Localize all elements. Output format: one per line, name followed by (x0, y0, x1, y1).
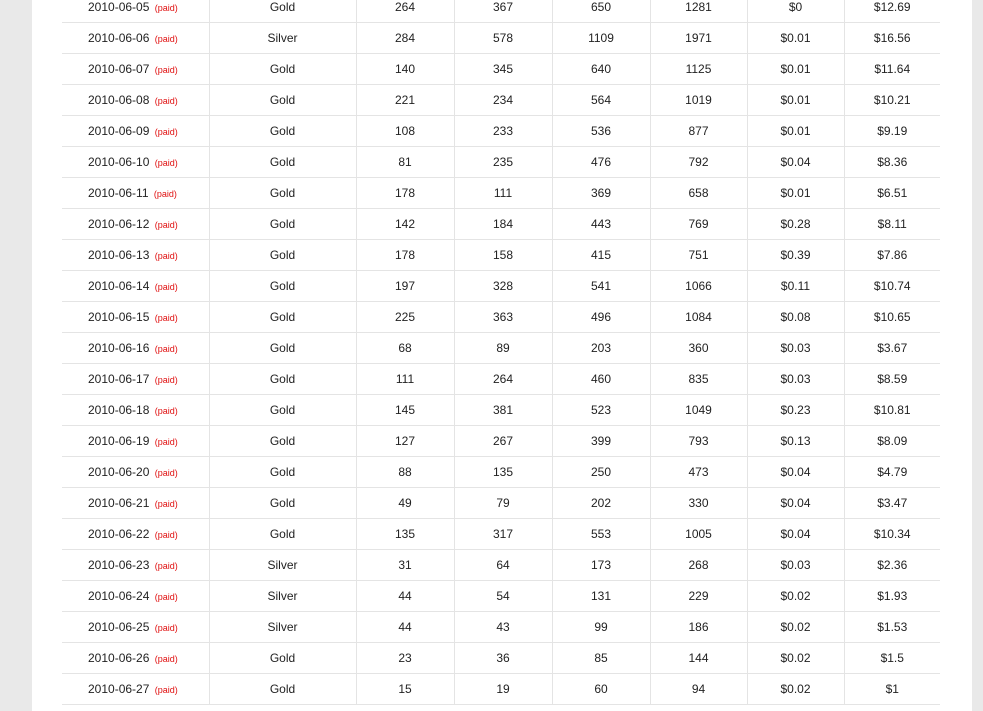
table-row (62, 240, 940, 271)
table-row (62, 643, 940, 674)
count-2-cell: 363 (454, 302, 552, 333)
table-body (62, 0, 940, 705)
date-cell (62, 116, 209, 147)
count-3-cell: 203 (552, 333, 650, 364)
earnings-cell: $1 (844, 674, 940, 705)
count-4-cell: 658 (650, 178, 747, 209)
cost-cell: $0.11 (747, 271, 844, 302)
cost-cell: $0.01 (747, 116, 844, 147)
count-4-cell: 1971 (650, 23, 747, 54)
date-cell (62, 302, 209, 333)
cost-cell: $0.04 (747, 457, 844, 488)
level-cell: Gold (209, 116, 356, 147)
level-cell: Gold (209, 147, 356, 178)
paid-status-label: (paid) (154, 344, 178, 354)
level-cell: Gold (209, 364, 356, 395)
table-row (62, 116, 940, 147)
date-text: 2010-06-12 (88, 217, 150, 231)
paid-status-label: (paid) (154, 530, 178, 540)
count-2-cell: 158 (454, 240, 552, 271)
cost-cell: $0.13 (747, 426, 844, 457)
paid-status-label: (paid) (154, 34, 178, 44)
page-gutter (972, 0, 983, 711)
level-cell: Gold (209, 178, 356, 209)
count-2-cell: 234 (454, 85, 552, 116)
count-4-cell: 268 (650, 550, 747, 581)
date-text: 2010-06-24 (88, 589, 150, 603)
count-2-cell: 235 (454, 147, 552, 178)
count-1-cell: 197 (356, 271, 454, 302)
count-1-cell: 49 (356, 488, 454, 519)
earnings-cell: $3.47 (844, 488, 940, 519)
date-cell (62, 240, 209, 271)
count-3-cell: 60 (552, 674, 650, 705)
date-text: 2010-06-27 (88, 682, 150, 696)
level-cell: Silver (209, 550, 356, 581)
paid-status-label: (paid) (154, 65, 178, 75)
date-cell (62, 54, 209, 85)
cost-cell: $0.02 (747, 612, 844, 643)
earnings-cell: $16.56 (844, 23, 940, 54)
paid-status-label: (paid) (154, 96, 178, 106)
earnings-cell: $8.59 (844, 364, 940, 395)
count-3-cell: 173 (552, 550, 650, 581)
earnings-cell: $10.81 (844, 395, 940, 426)
cost-cell: $0.01 (747, 178, 844, 209)
earnings-cell: $2.36 (844, 550, 940, 581)
count-4-cell: 1066 (650, 271, 747, 302)
table-row (62, 23, 940, 54)
count-1-cell: 111 (356, 364, 454, 395)
count-4-cell: 1049 (650, 395, 747, 426)
date-text: 2010-06-14 (88, 279, 150, 293)
earnings-cell: $10.65 (844, 302, 940, 333)
date-cell (62, 457, 209, 488)
date-text: 2010-06-26 (88, 651, 150, 665)
count-4-cell: 835 (650, 364, 747, 395)
table-row (62, 147, 940, 178)
paid-status-label: (paid) (154, 499, 178, 509)
date-cell (62, 612, 209, 643)
count-4-cell: 330 (650, 488, 747, 519)
date-cell (62, 364, 209, 395)
count-1-cell: 135 (356, 519, 454, 550)
paid-status-label: (paid) (154, 3, 178, 13)
paid-status-label: (paid) (154, 251, 178, 261)
date-cell (62, 519, 209, 550)
cost-cell: $0.39 (747, 240, 844, 271)
table-row (62, 54, 940, 85)
table-row (62, 612, 940, 643)
count-3-cell: 99 (552, 612, 650, 643)
date-cell (62, 85, 209, 116)
cost-cell: $0.08 (747, 302, 844, 333)
cost-cell: $0.02 (747, 581, 844, 612)
level-cell: Gold (209, 488, 356, 519)
table-row (62, 178, 940, 209)
count-2-cell: 19 (454, 674, 552, 705)
earnings-cell: $10.74 (844, 271, 940, 302)
count-1-cell: 127 (356, 426, 454, 457)
count-3-cell: 476 (552, 147, 650, 178)
cost-cell: $0.04 (747, 488, 844, 519)
count-3-cell: 85 (552, 643, 650, 674)
level-cell: Gold (209, 333, 356, 364)
count-2-cell: 89 (454, 333, 552, 364)
count-3-cell: 564 (552, 85, 650, 116)
earnings-cell: $8.36 (844, 147, 940, 178)
count-3-cell: 202 (552, 488, 650, 519)
date-cell (62, 674, 209, 705)
count-1-cell: 221 (356, 85, 454, 116)
paid-status-label: (paid) (154, 437, 178, 447)
count-4-cell: 144 (650, 643, 747, 674)
earnings-cell: $3.67 (844, 333, 940, 364)
count-3-cell: 250 (552, 457, 650, 488)
cost-cell: $0.03 (747, 550, 844, 581)
date-text: 2010-06-25 (88, 620, 150, 634)
count-1-cell: 225 (356, 302, 454, 333)
count-4-cell: 1019 (650, 85, 747, 116)
paid-status-label: (paid) (154, 468, 178, 478)
table-row (62, 333, 940, 364)
table-row (62, 364, 940, 395)
paid-status-label: (paid) (153, 189, 177, 199)
date-text: 2010-06-18 (88, 403, 150, 417)
level-cell: Gold (209, 54, 356, 85)
paid-status-label: (paid) (154, 220, 178, 230)
level-cell: Gold (209, 426, 356, 457)
level-cell: Gold (209, 674, 356, 705)
date-text: 2010-06-16 (88, 341, 150, 355)
level-cell: Silver (209, 612, 356, 643)
count-1-cell: 31 (356, 550, 454, 581)
date-cell (62, 581, 209, 612)
date-cell (62, 209, 209, 240)
count-3-cell: 415 (552, 240, 650, 271)
count-2-cell: 367 (454, 0, 552, 23)
paid-status-label: (paid) (154, 282, 178, 292)
count-1-cell: 44 (356, 612, 454, 643)
earnings-cell: $1.5 (844, 643, 940, 674)
level-cell: Silver (209, 23, 356, 54)
earnings-cell: $8.11 (844, 209, 940, 240)
date-text: 2010-06-13 (88, 248, 150, 262)
count-3-cell: 650 (552, 0, 650, 23)
cost-cell: $0.04 (747, 147, 844, 178)
count-2-cell: 578 (454, 23, 552, 54)
count-1-cell: 81 (356, 147, 454, 178)
count-2-cell: 54 (454, 581, 552, 612)
earnings-cell: $6.51 (844, 178, 940, 209)
count-1-cell: 15 (356, 674, 454, 705)
table-row (62, 488, 940, 519)
date-text: 2010-06-10 (88, 155, 150, 169)
count-1-cell: 264 (356, 0, 454, 23)
cost-cell: $0.03 (747, 364, 844, 395)
count-2-cell: 36 (454, 643, 552, 674)
count-2-cell: 381 (454, 395, 552, 426)
date-text: 2010-06-11 (88, 186, 149, 200)
table-row (62, 457, 940, 488)
paid-status-label: (paid) (154, 313, 178, 323)
table-row (62, 271, 940, 302)
cost-cell: $0.02 (747, 674, 844, 705)
count-4-cell: 473 (650, 457, 747, 488)
date-text: 2010-06-22 (88, 527, 150, 541)
count-4-cell: 751 (650, 240, 747, 271)
count-3-cell: 460 (552, 364, 650, 395)
count-2-cell: 79 (454, 488, 552, 519)
cost-cell: $0.01 (747, 85, 844, 116)
earnings-cell: $7.86 (844, 240, 940, 271)
paid-status-label: (paid) (154, 592, 178, 602)
count-4-cell: 1005 (650, 519, 747, 550)
count-1-cell: 44 (356, 581, 454, 612)
earnings-cell: $12.69 (844, 0, 940, 23)
earnings-cell: $1.93 (844, 581, 940, 612)
earnings-cell: $1.53 (844, 612, 940, 643)
earnings-cell: $10.34 (844, 519, 940, 550)
count-4-cell: 792 (650, 147, 747, 178)
earnings-cell: $9.19 (844, 116, 940, 147)
table-row (62, 209, 940, 240)
cost-cell: $0.03 (747, 333, 844, 364)
date-cell (62, 395, 209, 426)
earnings-cell: $10.21 (844, 85, 940, 116)
count-3-cell: 536 (552, 116, 650, 147)
count-3-cell: 541 (552, 271, 650, 302)
cost-cell: $0 (747, 0, 844, 23)
count-2-cell: 328 (454, 271, 552, 302)
count-3-cell: 640 (552, 54, 650, 85)
cost-cell: $0.04 (747, 519, 844, 550)
cost-cell: $0.02 (747, 643, 844, 674)
count-1-cell: 145 (356, 395, 454, 426)
count-1-cell: 178 (356, 240, 454, 271)
count-4-cell: 769 (650, 209, 747, 240)
count-2-cell: 345 (454, 54, 552, 85)
count-1-cell: 142 (356, 209, 454, 240)
cost-cell: $0.28 (747, 209, 844, 240)
paid-status-label: (paid) (154, 158, 178, 168)
count-1-cell: 23 (356, 643, 454, 674)
paid-status-label: (paid) (154, 127, 178, 137)
date-cell (62, 23, 209, 54)
cost-cell: $0.23 (747, 395, 844, 426)
count-4-cell: 877 (650, 116, 747, 147)
date-cell (62, 271, 209, 302)
count-4-cell: 94 (650, 674, 747, 705)
date-text: 2010-06-05 (88, 0, 150, 14)
count-3-cell: 496 (552, 302, 650, 333)
count-4-cell: 1281 (650, 0, 747, 23)
paid-status-label: (paid) (154, 406, 178, 416)
date-cell (62, 0, 209, 23)
count-2-cell: 233 (454, 116, 552, 147)
count-4-cell: 229 (650, 581, 747, 612)
paid-status-label: (paid) (154, 685, 178, 695)
level-cell: Gold (209, 457, 356, 488)
earnings-cell: $4.79 (844, 457, 940, 488)
count-4-cell: 1084 (650, 302, 747, 333)
level-cell: Gold (209, 0, 356, 23)
table-row (62, 395, 940, 426)
count-2-cell: 317 (454, 519, 552, 550)
count-3-cell: 553 (552, 519, 650, 550)
date-text: 2010-06-09 (88, 124, 150, 138)
count-4-cell: 186 (650, 612, 747, 643)
count-3-cell: 1109 (552, 23, 650, 54)
count-1-cell: 140 (356, 54, 454, 85)
paid-status-label: (paid) (154, 623, 178, 633)
count-2-cell: 111 (454, 178, 552, 209)
count-2-cell: 264 (454, 364, 552, 395)
date-cell (62, 147, 209, 178)
count-3-cell: 399 (552, 426, 650, 457)
date-text: 2010-06-23 (88, 558, 150, 572)
date-text: 2010-06-08 (88, 93, 150, 107)
count-3-cell: 131 (552, 581, 650, 612)
count-3-cell: 523 (552, 395, 650, 426)
count-2-cell: 43 (454, 612, 552, 643)
daily-stats-table (62, 0, 940, 705)
count-4-cell: 1125 (650, 54, 747, 85)
count-1-cell: 88 (356, 457, 454, 488)
level-cell: Gold (209, 395, 356, 426)
count-2-cell: 184 (454, 209, 552, 240)
date-cell (62, 426, 209, 457)
paid-status-label: (paid) (154, 375, 178, 385)
count-2-cell: 135 (454, 457, 552, 488)
level-cell: Gold (209, 302, 356, 333)
table-row (62, 674, 940, 705)
count-4-cell: 360 (650, 333, 747, 364)
table-row (62, 426, 940, 457)
count-1-cell: 284 (356, 23, 454, 54)
date-cell (62, 643, 209, 674)
date-cell (62, 333, 209, 364)
count-2-cell: 64 (454, 550, 552, 581)
date-text: 2010-06-21 (88, 496, 150, 510)
paid-status-label: (paid) (154, 654, 178, 664)
content-panel (32, 0, 972, 711)
date-text: 2010-06-06 (88, 31, 150, 45)
level-cell: Gold (209, 271, 356, 302)
date-text: 2010-06-07 (88, 62, 150, 76)
table-row (62, 302, 940, 333)
date-cell (62, 550, 209, 581)
earnings-cell: $8.09 (844, 426, 940, 457)
level-cell: Gold (209, 643, 356, 674)
level-cell: Silver (209, 581, 356, 612)
table-row (62, 85, 940, 116)
date-text: 2010-06-17 (88, 372, 150, 386)
cost-cell: $0.01 (747, 23, 844, 54)
count-1-cell: 178 (356, 178, 454, 209)
count-4-cell: 793 (650, 426, 747, 457)
date-text: 2010-06-20 (88, 465, 150, 479)
table-row (62, 519, 940, 550)
table-row (62, 581, 940, 612)
level-cell: Gold (209, 240, 356, 271)
date-cell (62, 178, 209, 209)
count-2-cell: 267 (454, 426, 552, 457)
count-1-cell: 68 (356, 333, 454, 364)
count-1-cell: 108 (356, 116, 454, 147)
level-cell: Gold (209, 519, 356, 550)
cost-cell: $0.01 (747, 54, 844, 85)
count-3-cell: 369 (552, 178, 650, 209)
table-row (62, 550, 940, 581)
table-row (62, 0, 940, 23)
date-cell (62, 488, 209, 519)
date-text: 2010-06-19 (88, 434, 150, 448)
count-3-cell: 443 (552, 209, 650, 240)
level-cell: Gold (209, 85, 356, 116)
earnings-cell: $11.64 (844, 54, 940, 85)
date-text: 2010-06-15 (88, 310, 150, 324)
paid-status-label: (paid) (154, 561, 178, 571)
level-cell: Gold (209, 209, 356, 240)
